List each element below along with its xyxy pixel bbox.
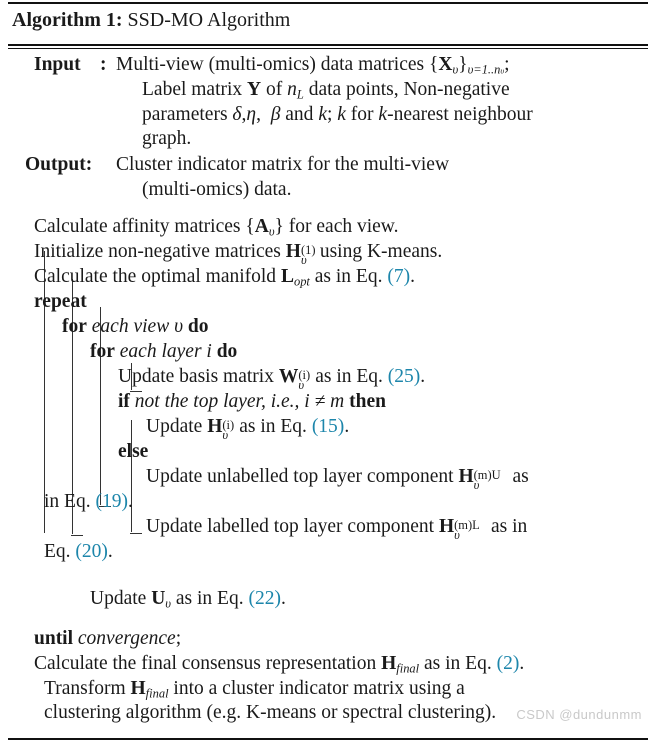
for-view-keyword: for	[62, 316, 87, 338]
math-H-mU: H	[458, 465, 474, 487]
line-update-h-i: Update H υ (i) as in Eq. (15).	[146, 415, 350, 442]
line-final-consensus	[8, 652, 648, 677]
line-update-labelled: Update labelled top layer component H υ (m)L as in	[146, 515, 528, 542]
update-u-end: .	[280, 587, 286, 609]
math-U-sub: υ	[165, 596, 172, 611]
until-semicolon: ;	[175, 627, 182, 649]
update-u-mid: as in Eq.	[171, 587, 249, 609]
line-calculate-affinity	[8, 215, 648, 240]
line-update-basis: Update basis matrix W υ (i) as in Eq. (25).	[118, 366, 426, 393]
line-update-u	[8, 587, 648, 612]
math-X-range: υ=1..n	[467, 62, 501, 77]
page-title: SSD-MO Algorithm	[127, 9, 291, 31]
math-X: X	[438, 53, 453, 75]
math-H-final-sub: final	[396, 661, 420, 676]
math-H: H	[285, 241, 301, 263]
transform-post: into a cluster indicator matrix using a	[168, 677, 465, 699]
bottom-rule	[8, 738, 648, 740]
math-Y: Y	[247, 78, 262, 100]
watermark: CSDN @dundunmm	[516, 707, 642, 723]
algorithm-label: Algorithm 1:	[12, 9, 123, 31]
keyword-else: else	[118, 440, 149, 462]
line-update-unlabelled-cont	[8, 490, 648, 515]
line-manifold-mid: as in Eq.	[309, 266, 388, 288]
update-h-mid: as in Eq.	[234, 415, 312, 437]
input-line-4: graph.	[142, 128, 192, 150]
update-labelled-post: as in	[486, 515, 528, 537]
final-consensus-pre: Calculate the final consensus representation	[34, 652, 382, 674]
update-h-end: .	[344, 415, 350, 437]
for-layer-condition: each layer i	[119, 341, 212, 363]
math-H-mL: H	[438, 515, 455, 537]
update-labelled-pre: Update labelled top layer component	[146, 515, 439, 537]
line-for-each-layer	[8, 340, 648, 365]
math-X-sub: υ	[452, 62, 459, 77]
line-update-unlabelled: Update unlabelled top layer component H υ (m)U as	[146, 465, 529, 492]
output-line-1: Cluster indicator matrix for the multi-view	[116, 154, 450, 176]
line-initialize-pre: Initialize non-negative matrices	[34, 241, 286, 263]
transform-pre: Transform	[44, 677, 131, 699]
math-H-final-2: H	[130, 677, 146, 699]
math-nL-sub: L	[296, 87, 304, 102]
math-A-sub: υ	[268, 224, 275, 239]
update-basis-pre: Update basis matrix	[118, 366, 279, 388]
if-keyword: if	[118, 390, 130, 412]
algorithm-title-row	[8, 4, 648, 39]
line-initialize: Initialize non-negative matrices H υ (1) using K-means.	[34, 241, 443, 268]
math-H-final-2-sub: final	[145, 686, 169, 700]
if-condition: not the top layer, i.e., i ≠ m	[134, 390, 345, 412]
line-if-not-top-layer	[8, 390, 648, 415]
line-manifold	[8, 265, 648, 290]
line-transform	[8, 677, 648, 702]
update-basis-mid: as in Eq.	[310, 366, 388, 388]
input-line-3: parameters δ,η, β and k; k for k-nearest neighbour	[142, 103, 533, 125]
math-W: W	[278, 366, 299, 388]
update-unlabelled-cont-pre: in Eq.	[44, 490, 96, 512]
for-layer-keyword: for	[90, 341, 115, 363]
equation-ref-20[interactable]: (20)	[75, 540, 108, 562]
line-until	[8, 627, 648, 652]
until-keyword: until	[34, 627, 74, 649]
update-unlabelled-pre: Update unlabelled top layer component	[146, 465, 459, 487]
math-A: A	[254, 216, 269, 238]
keyword-repeat: repeat	[34, 291, 87, 313]
final-consensus-end: .	[519, 652, 525, 674]
final-consensus-mid: as in Eq.	[419, 652, 497, 674]
for-view-condition: each view υ	[91, 316, 184, 338]
equation-ref-22[interactable]: (22)	[248, 587, 281, 609]
update-unlabelled-post: as	[507, 465, 529, 487]
update-u-pre: Update	[90, 587, 152, 609]
io-block	[8, 53, 648, 204]
update-labelled-end: .	[107, 540, 113, 562]
update-h-pre: Update	[146, 415, 208, 437]
line-manifold-pre: Calculate the optimal manifold	[34, 266, 281, 288]
line-calculate-affinity-pre: Calculate affinity matrices {	[34, 216, 255, 238]
output-line-2: (multi-omics) data.	[142, 179, 292, 201]
line-manifold-end: .	[410, 266, 415, 288]
math-H-i: H	[207, 415, 223, 437]
line-calculate-affinity-post: } for each view.	[274, 216, 399, 238]
algorithm-body	[8, 215, 648, 726]
math-X-range-sub: υ	[500, 66, 505, 76]
line-initialize-post: using K-means.	[314, 241, 443, 263]
output-row	[8, 153, 648, 178]
equation-ref-7[interactable]: (7)	[387, 266, 411, 288]
line-for-each-view	[8, 315, 648, 340]
equation-ref-15[interactable]: (15)	[311, 415, 345, 437]
input-line-2: Label matrix Y of $n_L$ data points, Non-negative	[142, 78, 510, 102]
title-divider	[8, 44, 648, 46]
equation-ref-2[interactable]: (2)	[496, 652, 520, 674]
math-L: L	[280, 266, 294, 288]
equation-ref-19[interactable]: (19)	[95, 490, 128, 512]
update-labelled-cont-pre: Eq.	[44, 540, 76, 562]
until-condition: convergence	[77, 627, 176, 649]
update-basis-end: .	[420, 366, 426, 388]
equation-ref-25[interactable]: (25)	[387, 366, 421, 388]
output-key: Output:	[25, 154, 93, 176]
input-key: Input	[34, 53, 81, 75]
math-nL: n	[287, 78, 297, 100]
line-update-labelled-cont	[8, 540, 648, 565]
for-view-do: do	[187, 316, 209, 338]
for-layer-do: do	[216, 341, 238, 363]
update-unlabelled-end: .	[127, 490, 133, 512]
math-L-sub: opt	[293, 274, 310, 289]
input-line-1: Multi-view (multi-omics) data matrices $\{X_\upsilon\}_{\upsilon=1..n\upsilon}$;	[116, 53, 510, 77]
algorithm-block	[0, 2, 656, 746]
input-colon: :	[100, 53, 107, 75]
math-U: U	[151, 587, 166, 609]
if-then: then	[349, 390, 386, 412]
line-transform-cont: clustering algorithm (e.g. K-means or spectral clustering).	[44, 702, 497, 724]
math-H-final: H	[381, 652, 397, 674]
input-row	[8, 53, 648, 78]
